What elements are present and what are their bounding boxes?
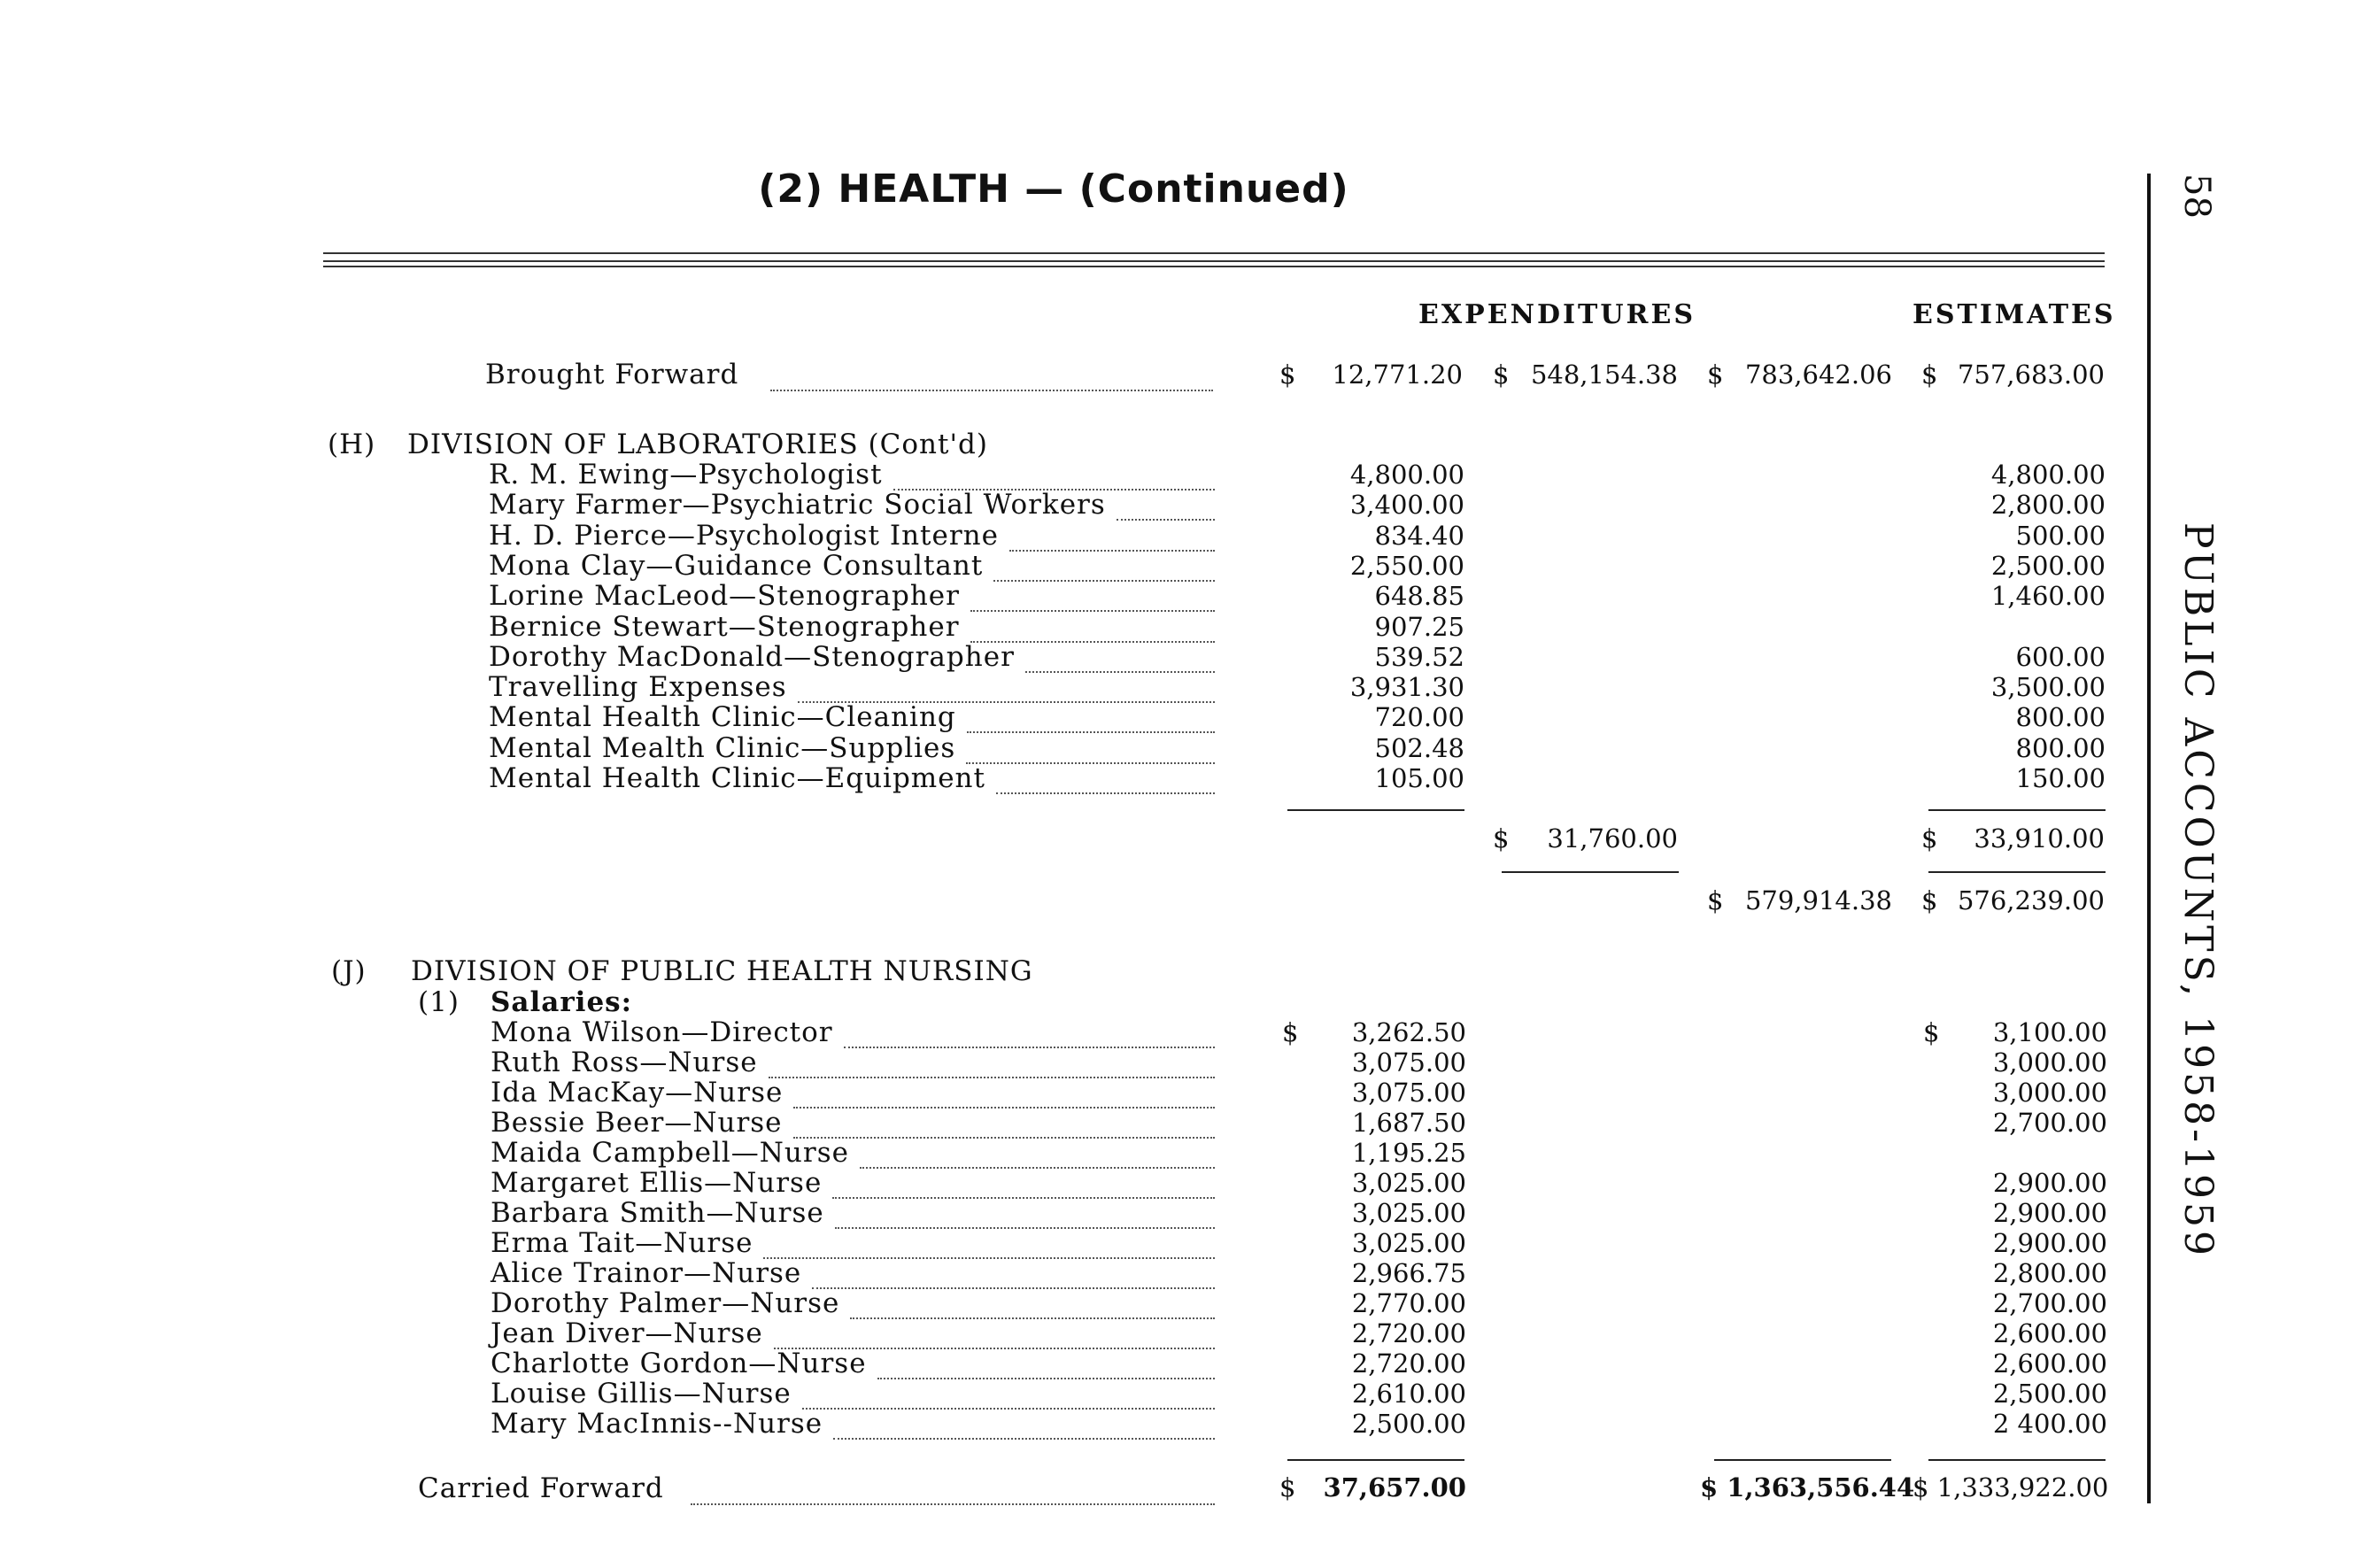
estimate-value: 2,700.00 <box>1992 1288 2107 1318</box>
total-rule <box>1502 871 1679 873</box>
carried-forward-exp: 37,657.00 <box>1323 1472 1466 1503</box>
dot-leader <box>877 1378 1215 1379</box>
currency-sign: $ <box>1493 823 1510 854</box>
expenditure-value: 3,075.00 <box>1351 1078 1466 1108</box>
currency-sign: $ <box>1707 359 1724 390</box>
currency-sign: $ <box>1279 359 1296 390</box>
section-h-total-exp: 579,914.38 <box>1744 885 1892 915</box>
brought-forward-est2: 757,683.00 <box>1957 359 2105 390</box>
line-item-label: Lorine MacLeod—Stenographer <box>489 580 960 613</box>
header-rule <box>323 266 2105 267</box>
currency-sign: $ <box>1921 823 1938 854</box>
section-h-subtotal-exp: 31,760.00 <box>1547 823 1678 854</box>
total-rule <box>1928 871 2106 873</box>
expenditure-value: 3,400.00 <box>1349 490 1464 521</box>
subtotal-rule <box>1287 1459 1464 1461</box>
header-rule <box>323 260 2105 262</box>
page-number: 58 <box>2176 174 2217 219</box>
carried-forward-est2: $ 1,333,922.00 <box>1912 1472 2109 1503</box>
line-item-label: Mona Wilson—Director <box>491 1016 833 1048</box>
estimate-value: 800.00 <box>2015 732 2106 763</box>
line-item-label: Dorothy MacDonald—Stenographer <box>489 640 1015 673</box>
currency-sign: $ <box>1493 359 1510 390</box>
estimate-value: 3,100.00 <box>1992 1017 2107 1047</box>
line-item-label: Mental Health Clinic—Equipment <box>489 762 985 794</box>
section-marker: (H) <box>328 429 376 460</box>
section-marker: (J) <box>331 955 367 987</box>
dot-leader <box>1117 519 1215 521</box>
dot-leader <box>802 1408 1215 1410</box>
dot-leader <box>970 610 1215 612</box>
estimate-value: 2,500.00 <box>1990 550 2106 581</box>
line-item-label: Ida MacKay—Nurse <box>491 1077 784 1109</box>
expenditure-value: 2,500.00 <box>1351 1409 1466 1439</box>
carried-forward-est1: $ 1,363,556.44 <box>1700 1472 1915 1503</box>
estimate-value: 2,600.00 <box>1992 1318 2107 1348</box>
subtotal-rule <box>1287 809 1464 811</box>
line-item-label: Margaret Ellis—Nurse <box>491 1167 823 1199</box>
expenditure-value: 3,025.00 <box>1351 1198 1466 1228</box>
subtotal-rule <box>1928 809 2106 811</box>
dot-leader <box>769 1077 1215 1078</box>
expenditure-value: 1,195.25 <box>1351 1138 1466 1168</box>
subsection-heading: Salaries: <box>491 986 633 1018</box>
header-rule <box>323 252 2105 254</box>
line-item-label: Maida Campbell—Nurse <box>491 1137 849 1169</box>
dot-leader <box>850 1317 1215 1319</box>
subsection-marker: (1) <box>418 986 460 1018</box>
brought-forward-label: Brought Forward <box>485 359 739 390</box>
estimate-value: 2,500.00 <box>1992 1379 2107 1409</box>
expenditure-value: 907.25 <box>1374 611 1464 642</box>
estimate-value: 2 400.00 <box>1992 1409 2107 1439</box>
dot-leader <box>993 580 1215 582</box>
line-item-label: R. M. Ewing—Psychologist <box>489 459 883 491</box>
dot-leader <box>860 1167 1215 1169</box>
expenditure-value: 2,720.00 <box>1351 1348 1466 1379</box>
line-item-label: Bernice Stewart—Stenographer <box>489 610 960 643</box>
section-h-total-est: 576,239.00 <box>1957 885 2105 915</box>
expenditure-value: 3,025.00 <box>1351 1168 1466 1198</box>
section-heading: DIVISION OF LABORATORIES (Cont'd) <box>407 429 988 460</box>
dot-leader <box>763 1257 1215 1259</box>
currency-sign: $ <box>1921 359 1938 390</box>
line-item-label: Mental Mealth Clinic—Supplies <box>489 731 956 764</box>
line-item-label: Mona Clay—Guidance Consultant <box>489 549 984 582</box>
section-h-subtotal-est: 33,910.00 <box>1974 823 2105 854</box>
dot-leader <box>967 731 1215 733</box>
estimate-value: 2,900.00 <box>1992 1228 2107 1258</box>
estimate-value: 2,600.00 <box>1992 1348 2107 1379</box>
line-item-label: Mental Health Clinic—Cleaning <box>489 701 956 734</box>
dot-leader <box>812 1287 1215 1289</box>
dot-leader <box>1009 550 1215 552</box>
expenditure-value: 2,610.00 <box>1351 1379 1466 1409</box>
brought-forward-est1: 783,642.06 <box>1744 359 1892 390</box>
dot-leader <box>833 1438 1215 1440</box>
estimate-value: 2,900.00 <box>1992 1168 2107 1198</box>
expenditure-value: 2,966.75 <box>1351 1258 1466 1288</box>
dot-leader <box>691 1503 1215 1505</box>
estimate-value: 3,000.00 <box>1992 1047 2107 1078</box>
subtotal-rule <box>1928 1459 2106 1461</box>
estimate-value: 3,500.00 <box>1990 672 2106 703</box>
line-item-label: H. D. Pierce—Psychologist Interne <box>489 519 999 552</box>
currency-sign: $ <box>1923 1017 1940 1047</box>
dot-leader <box>1025 671 1215 673</box>
margin-rule <box>2147 174 2151 1503</box>
dot-leader <box>996 792 1215 794</box>
estimate-value: 3,000.00 <box>1992 1078 2107 1108</box>
currency-sign: $ <box>1921 885 1938 915</box>
estimate-value: 2,800.00 <box>1992 1258 2107 1288</box>
dot-leader <box>793 1137 1215 1139</box>
line-item-label: Mary Farmer—Psychiatric Social Workers <box>489 489 1106 521</box>
estimate-value: 2,700.00 <box>1992 1108 2107 1138</box>
line-item-label: Louise Gillis—Nurse <box>491 1378 792 1410</box>
expenditure-value: 3,262.50 <box>1351 1017 1466 1047</box>
expenditure-value: 2,770.00 <box>1351 1288 1466 1318</box>
line-item-label: Erma Tait—Nurse <box>491 1227 753 1259</box>
estimate-value: 2,800.00 <box>1990 490 2106 521</box>
estimate-value: 1,460.00 <box>1990 581 2106 612</box>
brought-forward-exp2: 548,154.38 <box>1530 359 1678 390</box>
expenditure-value: 3,075.00 <box>1351 1047 1466 1078</box>
line-item-label: Travelling Expenses <box>489 671 787 704</box>
expenditure-value: 3,931.30 <box>1349 672 1464 703</box>
expenditure-value: 2,550.00 <box>1349 550 1464 581</box>
brought-forward-exp1: 12,771.20 <box>1332 359 1463 390</box>
dot-leader <box>844 1047 1215 1048</box>
running-title: PUBLIC ACCOUNTS, 1958-1959 <box>2175 522 2221 1259</box>
estimate-value: 150.00 <box>2015 763 2106 793</box>
dot-leader <box>793 1107 1215 1109</box>
dot-leader <box>835 1227 1215 1229</box>
line-item-label: Dorothy Palmer—Nurse <box>491 1287 840 1319</box>
expenditure-value: 105.00 <box>1374 763 1464 793</box>
expenditure-value: 502.48 <box>1374 732 1464 763</box>
estimate-value: 500.00 <box>2015 520 2106 551</box>
column-header-estimates: ESTIMATES <box>1912 299 2116 330</box>
carried-forward-label: Carried Forward <box>418 1472 664 1504</box>
line-item-label: Charlotte Gordon—Nurse <box>491 1348 867 1379</box>
line-item-label: Mary MacInnis--Nurse <box>491 1408 823 1440</box>
line-item-label: Barbara Smith—Nurse <box>491 1197 824 1229</box>
dot-leader <box>770 390 1213 391</box>
expenditure-value: 539.52 <box>1374 641 1464 672</box>
expenditure-value: 834.40 <box>1374 520 1464 551</box>
subtotal-rule <box>1714 1459 1891 1461</box>
estimate-value: 800.00 <box>2015 702 2106 733</box>
line-item-label: Jean Diver—Nurse <box>491 1317 763 1349</box>
estimate-value: 2,900.00 <box>1992 1198 2107 1228</box>
currency-sign: $ <box>1707 885 1724 915</box>
expenditure-value: 648.85 <box>1374 581 1464 612</box>
expenditure-value: 2,720.00 <box>1351 1318 1466 1348</box>
expenditure-value: 1,687.50 <box>1351 1108 1466 1138</box>
line-item-label: Alice Trainor—Nurse <box>491 1257 802 1289</box>
expenditure-value: 720.00 <box>1374 702 1464 733</box>
expenditure-value: 4,800.00 <box>1349 460 1464 490</box>
line-item-label: Ruth Ross—Nurse <box>491 1047 758 1078</box>
currency-sign: $ <box>1282 1017 1299 1047</box>
estimate-value: 4,800.00 <box>1990 460 2106 490</box>
line-item-label: Bessie Beer—Nurse <box>491 1107 783 1139</box>
section-heading: DIVISION OF PUBLIC HEALTH NURSING <box>411 955 1033 987</box>
currency-sign: $ <box>1279 1472 1296 1503</box>
page-title: (2) HEALTH — (Continued) <box>758 166 1349 212</box>
dot-leader <box>832 1197 1215 1199</box>
dot-leader <box>966 762 1215 764</box>
expenditure-value: 3,025.00 <box>1351 1228 1466 1258</box>
column-header-expenditures: EXPENDITURES <box>1418 299 1696 330</box>
estimate-value: 600.00 <box>2015 641 2106 672</box>
